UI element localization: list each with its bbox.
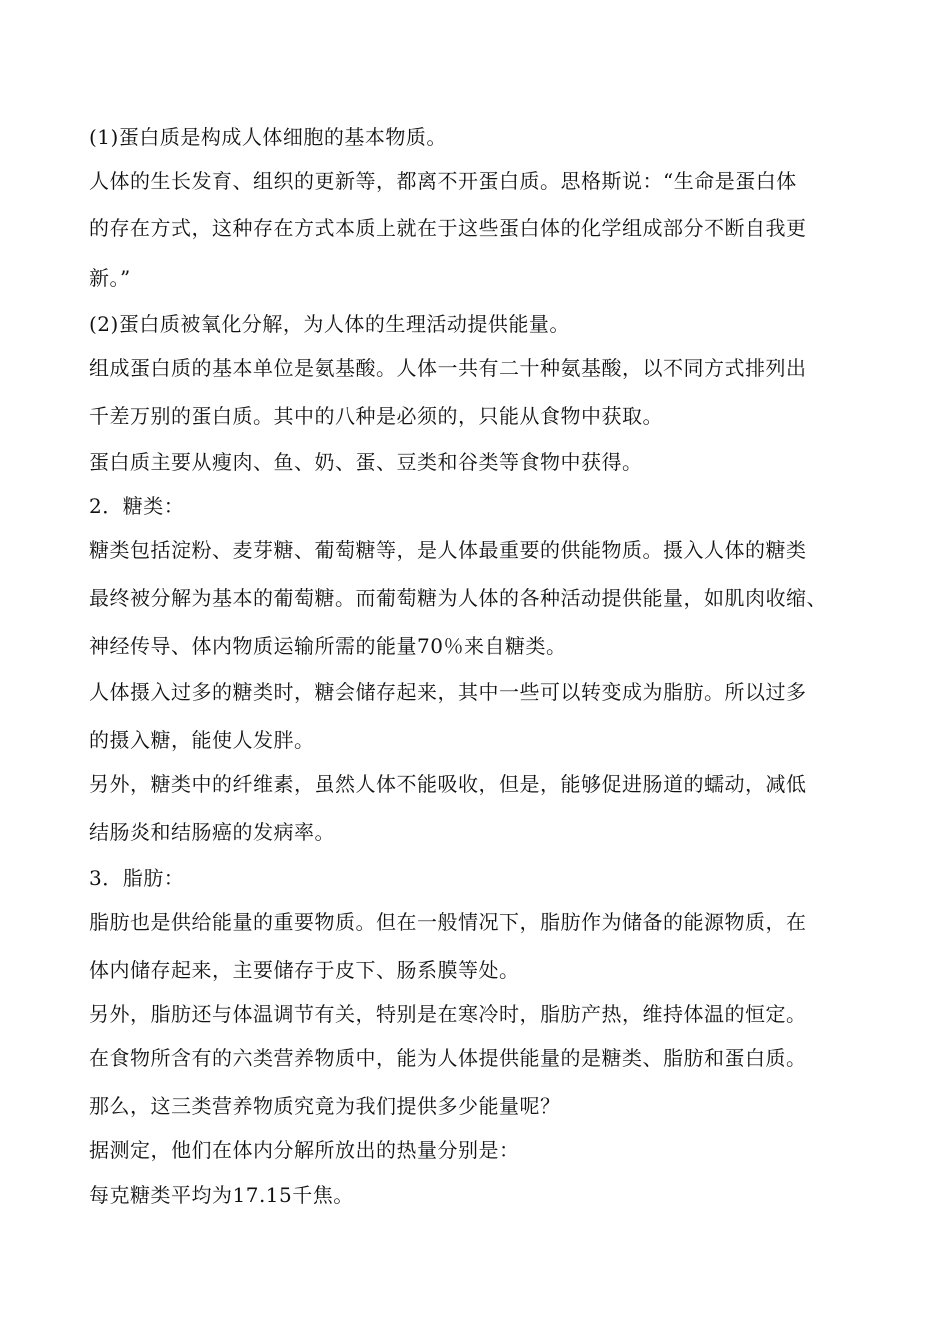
paragraph-line: 最终被分解为基本的葡萄糖。而葡萄糖为人体的各种活动提供能量，如肌肉收缩、 xyxy=(89,586,827,610)
paragraph-line: (1)蛋白质是构成人体细胞的基本物质。 xyxy=(89,125,447,149)
paragraph-line: 千差万别的蛋白质。其中的八种是必须的，只能从食物中获取。 xyxy=(89,404,663,428)
paragraph-line: 组成蛋白质的基本单位是氨基酸。人体一共有二十种氨基酸，以不同方式排列出 xyxy=(89,356,807,380)
paragraph-line: 人体的生长发育、组织的更新等，都离不开蛋白质。思格斯说：“生命是蛋白体 xyxy=(89,169,797,193)
paragraph-line: 在食物所含有的六类营养物质中，能为人体提供能量的是糖类、脂肪和蛋白质。 xyxy=(89,1046,807,1070)
paragraph-line: 神经传导、体内物质运输所需的能量70％来自糖类。 xyxy=(89,634,567,658)
paragraph-line: 人体摄入过多的糖类时，糖会储存起来，其中一些可以转变成为脂肪。所以过多 xyxy=(89,680,807,704)
paragraph-line: 的摄入糖，能使人发胖。 xyxy=(89,728,315,752)
paragraph-line: 结肠炎和结肠癌的发病率。 xyxy=(89,820,335,844)
paragraph-line: 体内储存起来，主要储存于皮下、肠系膜等处。 xyxy=(89,958,520,982)
section-heading: 2．糖类： xyxy=(89,494,185,518)
paragraph-line: 另外，糖类中的纤维素，虽然人体不能吸收，但是，能够促进肠道的蠕动，减低 xyxy=(89,772,807,796)
paragraph-line: 糖类包括淀粉、麦芽糖、葡萄糖等，是人体最重要的供能物质。摄入人体的糖类 xyxy=(89,538,807,562)
section-heading: 3．脂肪： xyxy=(89,866,185,890)
paragraph-line: 新。” xyxy=(89,266,131,290)
paragraph-line: 据测定，他们在体内分解所放出的热量分别是： xyxy=(89,1138,520,1162)
paragraph-line: 的存在方式，这种存在方式本质上就在于这些蛋白体的化学组成部分不断自我更 xyxy=(89,216,807,240)
paragraph-line: 每克糖类平均为17.15千焦。 xyxy=(89,1183,354,1207)
paragraph-line: 蛋白质主要从瘦肉、鱼、奶、蛋、豆类和谷类等食物中获得。 xyxy=(89,450,643,474)
paragraph-line: (2)蛋白质被氧化分解，为人体的生理活动提供能量。 xyxy=(89,312,570,336)
paragraph-line: 另外，脂肪还与体温调节有关，特别是在寒冷时，脂肪产热，维持体温的恒定。 xyxy=(89,1002,807,1026)
paragraph-line: 那么，这三类营养物质究竟为我们提供多少能量呢？ xyxy=(89,1094,561,1118)
paragraph-line: 脂肪也是供给能量的重要物质。但在一般情况下，脂肪作为储备的能源物质，在 xyxy=(89,910,807,934)
